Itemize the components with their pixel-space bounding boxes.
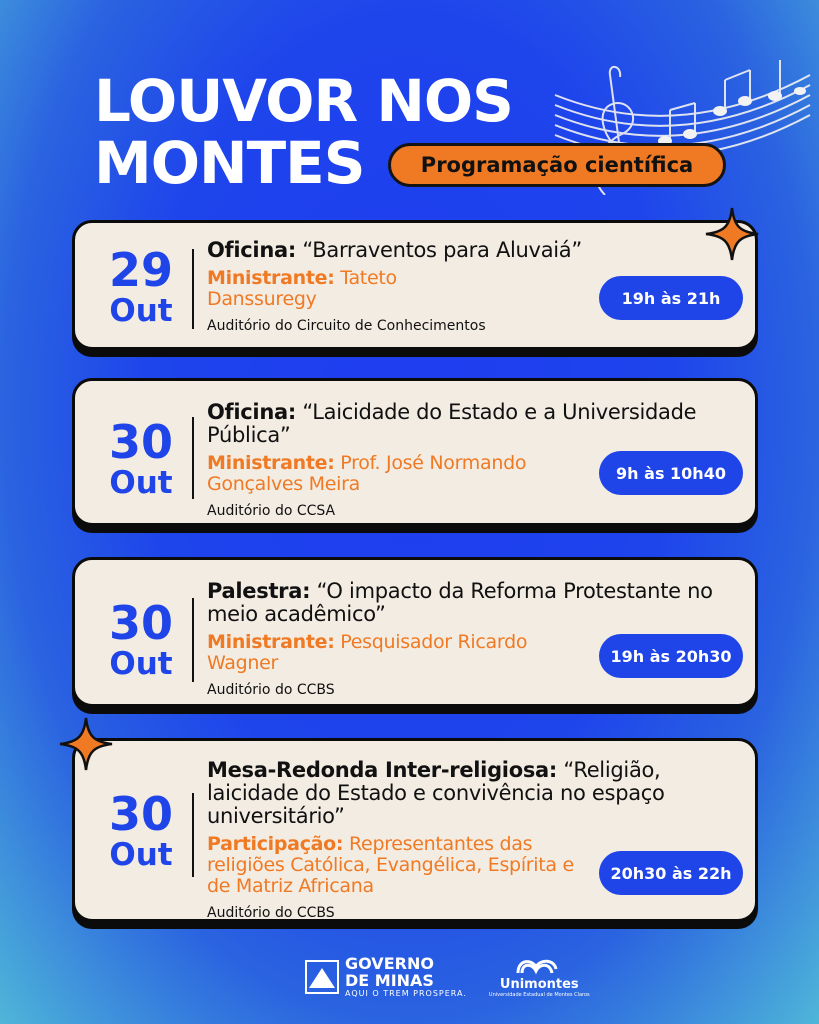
event-month: Out [109,646,173,682]
person-label: Ministrante: [207,267,335,289]
event-content [207,759,727,921]
event-date [75,787,207,873]
divider [192,793,194,877]
gov-line-1: GOVERNO [345,954,434,973]
event-headline [207,239,607,262]
event-headline [207,401,727,447]
event-time-badge: 9h às 10h40 [599,451,743,495]
unimontes-name: Unimontes [499,977,579,992]
person-label: Ministrante: [207,452,335,474]
event-day: 30 [108,415,173,469]
event-card-1 [72,220,758,350]
event-title: “O impacto da Reforma Protestante no meio acadêmico” [207,579,713,626]
person-name: Tateto Danssuregy [207,267,397,310]
person-label: Ministrante: [207,631,335,653]
divider [192,417,194,499]
event-place: Auditório do Circuito de Conhecimentos [207,318,486,334]
event-person [207,453,567,495]
event-title: “Religião, laicidade do Estado e convivência no espaço universitário” [207,758,665,828]
event-time-badge: 20h30 às 22h [599,851,743,895]
person-name: Prof. José Normando Gonçalves Meira [207,452,527,495]
event-month: Out [109,465,173,501]
governo-de-minas-logo [305,955,467,998]
sparkle-icon [704,206,760,262]
event-title: “Barraventos para Aluvaiá” [302,238,582,262]
divider [192,249,194,329]
event-month: Out [109,837,173,873]
event-place: Auditório do CCBS [207,905,335,921]
person-label: Participação: [207,833,344,855]
event-time-badge: 19h às 21h [599,276,743,320]
gov-line-2: DE MINAS [345,971,434,990]
footer-logos [305,955,590,998]
unimontes-subtitle: Universidade Estadual de Montes Claros [488,992,590,998]
event-headline [207,759,727,828]
event-date [75,415,207,501]
event-day: 30 [108,787,173,841]
event-person [207,268,427,310]
event-type: Oficina: [207,400,296,424]
title-line-1: LOUVOR NOS [94,67,513,135]
event-card-3 [72,557,758,707]
divider [192,598,194,682]
event-type: Oficina: [207,238,296,262]
unimontes-emblem-icon [514,955,564,977]
event-place: Auditório do CCSA [207,503,336,519]
event-type: Mesa-Redonda Inter-religiosa: [207,758,558,782]
event-headline [207,580,747,626]
event-card-4 [72,738,758,922]
title-line-2: MONTES [94,129,365,197]
event-date [75,596,207,682]
event-place: Auditório do CCBS [207,682,335,698]
event-day: 29 [108,243,173,297]
sparkle-icon [58,716,114,772]
event-card-2 [72,378,758,526]
event-time-badge: 19h às 20h30 [599,634,743,678]
event-title: “Laicidade do Estado e a Universidade Pública” [207,400,697,447]
unimontes-logo [489,955,590,998]
event-type: Palestra: [207,579,311,603]
event-day: 30 [108,596,173,650]
gov-slogan: AQUI O TREM PROSPERA. [345,989,467,998]
event-month: Out [109,293,173,329]
event-date [75,243,207,329]
mountain-logo-icon [305,960,339,994]
event-person [207,632,567,674]
subtitle-badge: Programação científica [388,143,726,187]
person-name: Representantes das religiões Católica, Evangélica, Espírita e de Matriz Africana [207,833,574,897]
event-person [207,834,597,897]
event-content [207,239,607,334]
person-name: Pesquisador Ricardo Wagner [207,631,528,674]
